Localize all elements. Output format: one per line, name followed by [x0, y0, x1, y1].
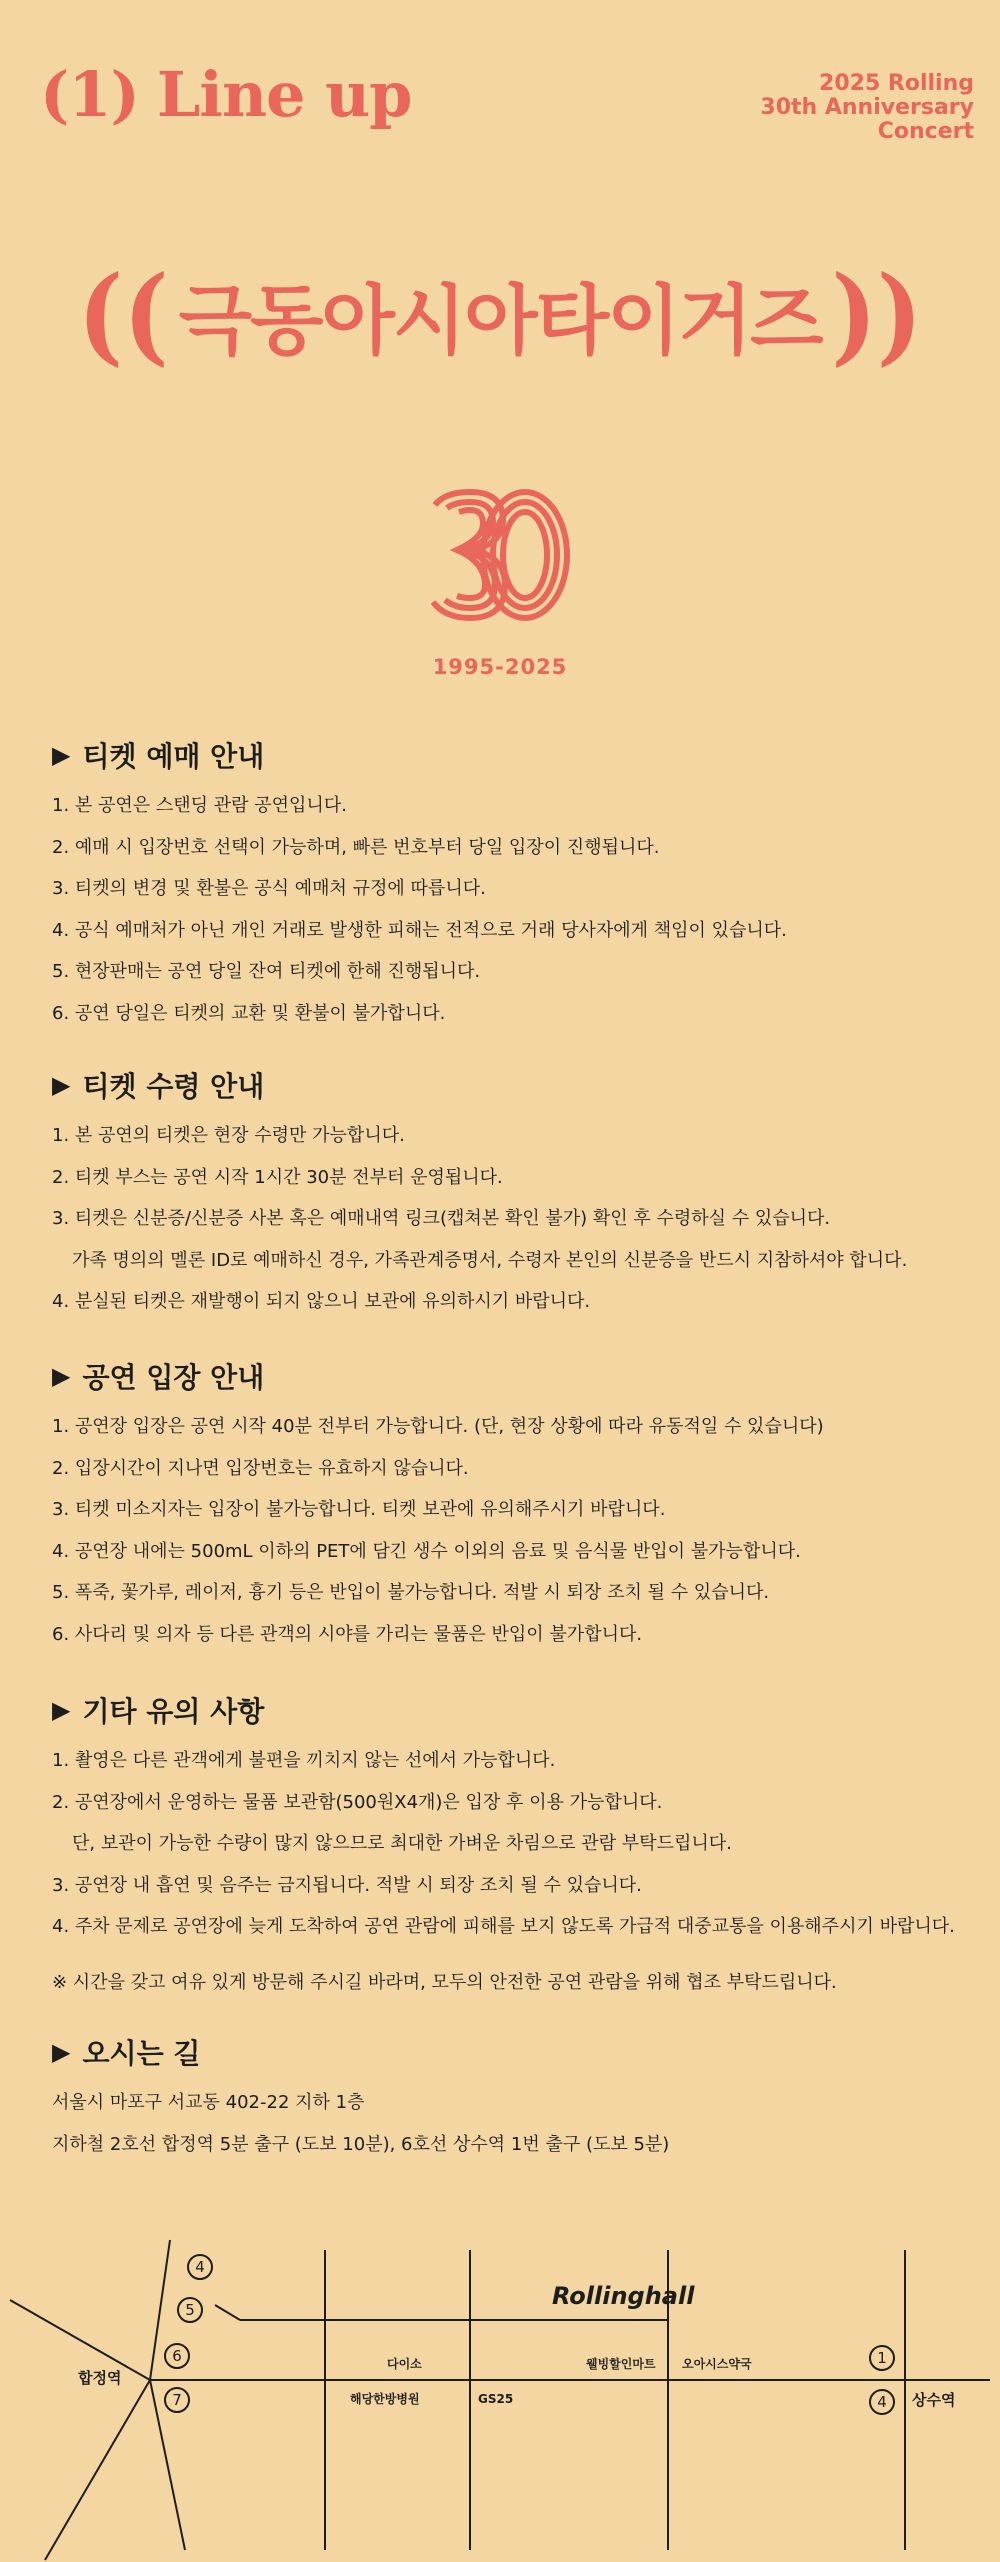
- section-title: [52, 2032, 972, 2072]
- notice-line: 2. 입장시간이 지나면 입장번호는 유효하지 않습니다.: [52, 1457, 469, 1479]
- notice-line: 2. 예매 시 입장번호 선택이 가능하며, 빠른 번호부터 당일 입장이 진행됩니다.: [52, 836, 660, 858]
- triangle-icon: ▶: [52, 1362, 71, 1390]
- notice-line: 6. 공연 당일은 티켓의 교환 및 환불이 불가합니다.: [52, 1002, 446, 1024]
- map-exit-label: 7: [172, 2391, 182, 2409]
- section-title-text: 티켓 예매 안내: [82, 740, 265, 773]
- map-exit-label: 6: [172, 2347, 182, 2365]
- section-ticket-pickup: [52, 1065, 972, 1323]
- section-other-notes: [52, 1690, 972, 2003]
- notice-line: 4. 분실된 티켓은 재발행이 되지 않으니 보관에 유의하시기 바랍니다.: [52, 1291, 591, 1312]
- triangle-icon: ▶: [52, 2038, 71, 2066]
- lineup-title: [40, 58, 412, 131]
- map-place-label: 다이소: [387, 2357, 422, 2371]
- map-place-label: 오아시스약국: [682, 2357, 752, 2371]
- notice-line: 4. 주차 문제로 공연장에 늦게 도착하여 공연 관람에 피해를 보지 않도록 가급적 대중교통을 이용해주시기 바랍니다.: [52, 1916, 955, 1937]
- notice-line: 1. 본 공연의 티켓은 현장 수령만 가능합니다.: [52, 1125, 405, 1146]
- map-exit-label: 5: [185, 2301, 195, 2319]
- notice-line: 3. 공연장 내 흡연 및 음주는 금지됩니다. 적발 시 퇴장 조치 될 수 있습니다.: [52, 1874, 642, 1896]
- map-place-label: 해당한방병원: [350, 2392, 420, 2406]
- section-title: [52, 1356, 972, 1396]
- section-title-text: 오시는 길: [82, 2037, 201, 2070]
- spacer: [52, 1948, 972, 1962]
- subway-line: 지하철 2호선 합정역 5분 출구 (도보 10분), 6호선 상수역 1번 출구 (도보 5분): [52, 2133, 670, 2155]
- concert-line: Concert: [877, 119, 974, 144]
- artist-title: [0, 252, 1000, 377]
- map-exit-label: 4: [195, 2258, 205, 2276]
- header: [0, 0, 1000, 180]
- map-place-label: GS25: [478, 2392, 514, 2406]
- triangle-icon: ▶: [52, 1071, 71, 1099]
- notice-line: 4. 공식 예매처가 아닌 개인 거래로 발생한 피해는 전적으로 거래 당사자에게 책임이 있습니다.: [52, 919, 787, 941]
- map-place-label: 웰빙할인마트: [586, 2357, 656, 2371]
- anniversary-30-logo: [425, 480, 575, 630]
- left-bracket: ((: [77, 252, 169, 377]
- lineup-label: Line up: [156, 58, 412, 131]
- section-title-text: 기타 유의 사항: [82, 1695, 265, 1728]
- section-ticket-booking: [52, 735, 972, 1034]
- section-entry: [52, 1356, 972, 1655]
- section-title: [52, 1690, 972, 1730]
- notice-line: 1. 본 공연은 스탠딩 관람 공연입니다.: [52, 795, 347, 816]
- notice-footnote: ※ 시간을 갖고 여유 있게 방문해 주시길 바라며, 모두의 안전한 공연 관람을 위해 협조 부탁드립니다.: [52, 1971, 837, 1993]
- section-title: [52, 1065, 972, 1105]
- section-title-text: 공연 입장 안내: [82, 1361, 265, 1394]
- notice-line: 6. 사다리 및 의자 등 다른 관객의 시야를 가리는 물품은 반입이 불가합니다.: [52, 1623, 643, 1645]
- section-title: [52, 735, 972, 775]
- notice-line: 3. 티켓의 변경 및 환불은 공식 예매처 규정에 따릅니다.: [52, 878, 486, 899]
- notice-line: 단, 보관이 가능한 수량이 많지 않으므로 최대한 가벼운 차림으로 관람 부탁드립니다.: [72, 1833, 732, 1854]
- triangle-icon: ▶: [52, 1696, 71, 1724]
- section-title-text: 티켓 수령 안내: [82, 1070, 265, 1103]
- notice-line: 5. 현장판매는 공연 당일 잔여 티켓에 한해 진행됩니다.: [52, 961, 481, 982]
- address-line: 서울시 마포구 서교동 402-22 지하 1층: [52, 2092, 365, 2113]
- section-directions: [52, 2032, 972, 2165]
- triangle-icon: ▶: [52, 741, 71, 769]
- notice-line: 2. 공연장에서 운영하는 물품 보관함(500원X4개)은 입장 후 이용 가능합니다.: [52, 1791, 663, 1813]
- right-bracket: )): [831, 252, 923, 377]
- notice-line: 3. 티켓 미소지자는 입장이 불가능합니다. 티켓 보관에 유의해주시기 바랍니다.: [52, 1499, 666, 1520]
- artist-name: 극동아시아타이거즈: [178, 276, 822, 365]
- map-station-hapjeong: 합정역: [78, 2369, 122, 2387]
- map-venue-label: Rollinghall: [552, 2282, 695, 2310]
- location-map: [0, 2220, 1000, 2562]
- map-exit-label: 1: [877, 2349, 887, 2367]
- notice-line: 2. 티켓 부스는 공연 시작 1시간 30분 전부터 운영됩니다.: [52, 1166, 503, 1188]
- notice-line: 4. 공연장 내에는 500mL 이하의 PET에 담긴 생수 이외의 음료 및 음식물 반입이 불가능합니다.: [52, 1540, 801, 1562]
- notice-line: 1. 촬영은 다른 관객에게 불편을 끼치지 않는 선에서 가능합니다.: [52, 1750, 556, 1771]
- notice-line: 3. 티켓은 신분증/신분증 사본 혹은 예매내역 링크(캡쳐본 확인 불가) 확인 후 수령하실 수 있습니다.: [52, 1208, 831, 1229]
- lineup-number: (1): [40, 58, 139, 131]
- map-station-sangsu: 상수역: [912, 2391, 956, 2409]
- concert-title: [760, 72, 974, 144]
- concert-line: 30th Anniversary: [760, 95, 974, 120]
- anniversary-years: 1995-2025: [432, 655, 568, 679]
- map-exit-label: 4: [877, 2393, 887, 2411]
- concert-line: 2025 Rolling: [819, 71, 974, 96]
- notice-line: 1. 공연장 입장은 공연 시작 40분 전부터 가능합니다. (단, 현장 상황에 따라 유동적일 수 있습니다): [52, 1416, 824, 1437]
- notice-line: 5. 폭죽, 꽃가루, 레이저, 흉기 등은 반입이 불가능합니다. 적발 시 퇴장 조치 될 수 있습니다.: [52, 1582, 770, 1603]
- notice-line: 가족 명의의 멜론 ID로 예매하신 경우, 가족관계증명서, 수령자 본인의 신분증을 반드시 지참하셔야 합니다.: [72, 1249, 908, 1271]
